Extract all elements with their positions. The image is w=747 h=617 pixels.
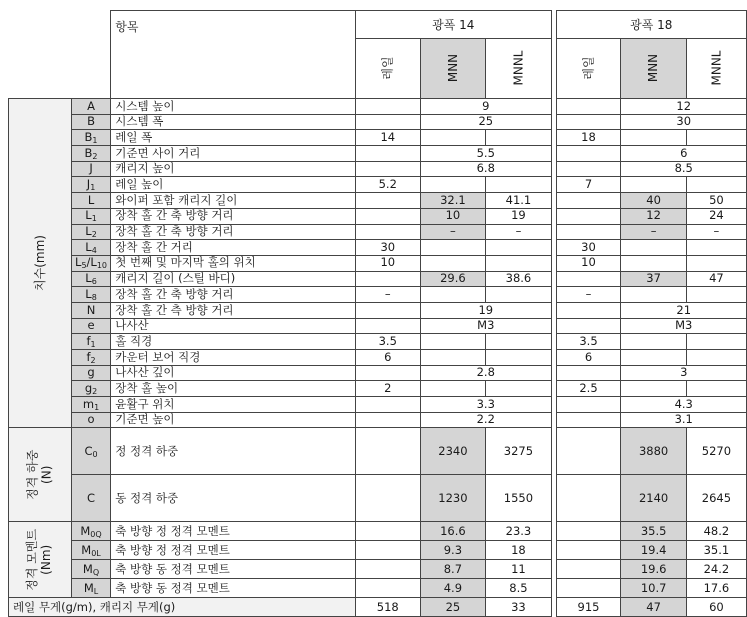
mnnl-14-value: 23.3 — [486, 522, 552, 541]
mnnl-18-value: 2645 — [686, 475, 746, 522]
mnnl-14-value: 1550 — [486, 475, 552, 522]
mnnl-14-value — [486, 130, 552, 146]
mnn-18-value — [621, 130, 686, 146]
row-label: 홀 직경 — [111, 334, 356, 350]
rail-14-value: 10 — [355, 255, 420, 271]
col-mnn-18: MNN — [621, 39, 686, 99]
rail-14-value — [355, 161, 420, 177]
rail-18-value — [556, 208, 621, 224]
mnn-18-value: 19.4 — [621, 541, 686, 560]
col-mnnl-14: MNNL — [486, 39, 552, 99]
rail-18-value — [556, 522, 621, 541]
mnn-18-value — [621, 255, 686, 271]
mnnl-14-value — [486, 255, 552, 271]
mnnl-18-value — [686, 287, 746, 303]
rail-14-value: – — [355, 287, 420, 303]
rail-18-value — [556, 193, 621, 209]
rail-18-weight: 915 — [556, 598, 621, 617]
symbol-cell: L1 — [71, 208, 111, 224]
span-14-value: 3.3 — [420, 397, 551, 413]
row-label: 와이퍼 포함 캐리지 길이 — [111, 193, 356, 209]
span-14-value: 9 — [420, 99, 551, 115]
mnnl-14-value — [486, 381, 552, 397]
mnn-18-value: 2140 — [621, 475, 686, 522]
symbol-cell: M0Q — [71, 522, 111, 541]
mnn-14-value — [420, 240, 485, 256]
rail-14-value — [355, 302, 420, 318]
rail-18-value: 3.5 — [556, 334, 621, 350]
symbol-cell: f1 — [71, 334, 111, 350]
mnnl-18-value: 24 — [686, 208, 746, 224]
table-row — [9, 579, 747, 598]
section-load: 정격 하중 (N) — [9, 428, 72, 522]
table-row — [9, 161, 747, 177]
row-label: 카운터 보어 직경 — [111, 350, 356, 366]
rail-18-value — [556, 475, 621, 522]
symbol-cell: B — [71, 114, 111, 130]
table-row — [9, 99, 747, 115]
rail-14-value — [355, 428, 420, 475]
rail-18-value — [556, 99, 621, 115]
mnn-18-value — [621, 177, 686, 193]
table-row — [9, 287, 747, 303]
mnn-18-value — [621, 334, 686, 350]
span-18-value: 8.5 — [621, 161, 747, 177]
rail-14-weight: 518 — [355, 598, 420, 617]
rail-14-value — [355, 541, 420, 560]
rail-18-value — [556, 271, 621, 287]
mnn-14-value — [420, 287, 485, 303]
mnn-14-value: 8.7 — [420, 560, 485, 579]
rail-18-value — [556, 579, 621, 598]
row-label: 장착 홀 간 측 방향 거리 — [111, 302, 356, 318]
rail-14-value: 2 — [355, 381, 420, 397]
mnnl-18-value — [686, 255, 746, 271]
span-18-value: 4.3 — [621, 397, 747, 413]
rail-14-value — [355, 224, 420, 240]
span-18-value: 21 — [621, 302, 747, 318]
symbol-cell: g2 — [71, 381, 111, 397]
mnnl-18-value: 17.6 — [686, 579, 746, 598]
rail-18-value: 10 — [556, 255, 621, 271]
mnn-18-value — [621, 381, 686, 397]
mnn-14-value — [420, 177, 485, 193]
mnnl-18-value: – — [686, 224, 746, 240]
rail-18-value — [556, 161, 621, 177]
section-moment: 정격 모멘트 (Nm) — [9, 522, 72, 598]
mnnl-14-value: 41.1 — [486, 193, 552, 209]
symbol-cell: e — [71, 318, 111, 334]
rail-14-value — [355, 99, 420, 115]
symbol-cell: o — [71, 412, 111, 428]
table-row — [9, 428, 747, 475]
table-row — [9, 334, 747, 350]
symbol-cell: N — [71, 302, 111, 318]
mnn-18-value — [621, 287, 686, 303]
rail-14-value — [355, 475, 420, 522]
mnnl-18-value: 5270 — [686, 428, 746, 475]
rail-18-value: 30 — [556, 240, 621, 256]
rail-18-value — [556, 224, 621, 240]
rail-14-value — [355, 146, 420, 162]
rail-18-value: 18 — [556, 130, 621, 146]
row-label: 나사산 깊이 — [111, 365, 356, 381]
col-rail-18: 레일 — [556, 39, 621, 99]
table-row — [9, 350, 747, 366]
row-label: 축 방향 동 정격 모멘트 — [111, 579, 356, 598]
mnn-14-value: 9.3 — [420, 541, 485, 560]
mnn-14-weight: 25 — [420, 598, 485, 617]
row-label: 시스템 폭 — [111, 114, 356, 130]
rail-14-value: 6 — [355, 350, 420, 366]
mnn-14-value: 1230 — [420, 475, 485, 522]
table-row — [9, 522, 747, 541]
span-14-value: 6.8 — [420, 161, 551, 177]
mnnl-14-value — [486, 334, 552, 350]
span-14-value: 2.8 — [420, 365, 551, 381]
table-row — [9, 381, 747, 397]
rail-14-value — [355, 208, 420, 224]
mnn-18-value: 19.6 — [621, 560, 686, 579]
symbol-cell: L4 — [71, 240, 111, 256]
col-mnn-14: MNN — [420, 39, 485, 99]
rail-18-value: – — [556, 287, 621, 303]
mnnl-18-value: 50 — [686, 193, 746, 209]
spec-table — [8, 10, 747, 617]
rail-18-value — [556, 365, 621, 381]
mnn-14-value — [420, 334, 485, 350]
span-18-value: 3 — [621, 365, 747, 381]
table-row — [9, 240, 747, 256]
table-row — [9, 365, 747, 381]
symbol-cell: C — [71, 475, 111, 522]
row-label: 축 방향 동 정격 모멘트 — [111, 560, 356, 579]
rail-14-value — [355, 114, 420, 130]
group-header-14: 광폭 14 — [355, 11, 551, 39]
row-label: 기준면 높이 — [111, 412, 356, 428]
mnn-14-value — [420, 350, 485, 366]
mnn-14-value — [420, 381, 485, 397]
mnn-18-value: 3880 — [621, 428, 686, 475]
table-row — [9, 208, 747, 224]
mnn-18-value: – — [621, 224, 686, 240]
rail-14-value: 5.2 — [355, 177, 420, 193]
mnnl-14-value: 8.5 — [486, 579, 552, 598]
symbol-cell: ML — [71, 579, 111, 598]
row-label: 축 방향 정 정격 모멘트 — [111, 541, 356, 560]
mnnl-18-weight: 60 — [686, 598, 746, 617]
span-14-value: M3 — [420, 318, 551, 334]
rail-18-value — [556, 560, 621, 579]
table-row — [9, 412, 747, 428]
mnnl-14-value: 18 — [486, 541, 552, 560]
rail-14-value: 14 — [355, 130, 420, 146]
mnnl-18-value — [686, 381, 746, 397]
mnn-14-value: 32.1 — [420, 193, 485, 209]
rail-18-value: 7 — [556, 177, 621, 193]
table-row — [9, 318, 747, 334]
span-14-value: 2.2 — [420, 412, 551, 428]
row-label: 장착 홀 간 거리 — [111, 240, 356, 256]
row-label: 윤활구 위치 — [111, 397, 356, 413]
mnnl-14-value — [486, 177, 552, 193]
rail-14-value — [355, 579, 420, 598]
table-row — [9, 475, 747, 522]
rail-18-value — [556, 428, 621, 475]
mnn-18-value — [621, 350, 686, 366]
rail-18-value — [556, 318, 621, 334]
mnnl-18-value — [686, 177, 746, 193]
table-row — [9, 146, 747, 162]
table-row — [9, 177, 747, 193]
mnn-14-value — [420, 255, 485, 271]
rail-14-value — [355, 318, 420, 334]
symbol-cell: J — [71, 161, 111, 177]
row-label: 축 방향 정 정격 모멘트 — [111, 522, 356, 541]
mnn-18-value: 12 — [621, 208, 686, 224]
col-rail-14: 레일 — [355, 39, 420, 99]
mnnl-18-value — [686, 334, 746, 350]
rail-18-value: 6 — [556, 350, 621, 366]
row-label: 나사산 — [111, 318, 356, 334]
table-row — [9, 255, 747, 271]
table-row — [9, 560, 747, 579]
mnnl-14-weight: 33 — [486, 598, 552, 617]
rail-18-value — [556, 302, 621, 318]
mnnl-18-value — [686, 130, 746, 146]
symbol-cell: A — [71, 99, 111, 115]
weight-label: 레일 무게(g/m), 캐리지 무게(g) — [9, 598, 356, 617]
table-row — [9, 114, 747, 130]
table-row — [9, 541, 747, 560]
mnn-18-value: 10.7 — [621, 579, 686, 598]
span-18-value: M3 — [621, 318, 747, 334]
mnn-14-value: 10 — [420, 208, 485, 224]
mnnl-14-value — [486, 240, 552, 256]
span-18-value: 3.1 — [621, 412, 747, 428]
symbol-cell: L8 — [71, 287, 111, 303]
row-label: 시스템 높이 — [111, 99, 356, 115]
rail-14-value — [355, 193, 420, 209]
mnnl-18-value: 24.2 — [686, 560, 746, 579]
table-row — [9, 271, 747, 287]
mnn-14-value — [420, 130, 485, 146]
span-18-value: 6 — [621, 146, 747, 162]
symbol-cell: L2 — [71, 224, 111, 240]
row-label: 캐리지 길이 (스틸 바디) — [111, 271, 356, 287]
rail-14-value — [355, 397, 420, 413]
row-label: 첫 번째 및 마지막 홀의 위치 — [111, 255, 356, 271]
mnn-18-weight: 47 — [621, 598, 686, 617]
row-label: 레일 높이 — [111, 177, 356, 193]
mnn-14-value: 29.6 — [420, 271, 485, 287]
row-label: 기준면 사이 거리 — [111, 146, 356, 162]
symbol-cell: f2 — [71, 350, 111, 366]
table-row — [9, 302, 747, 318]
mnn-14-value: 16.6 — [420, 522, 485, 541]
row-label: 캐리지 높이 — [111, 161, 356, 177]
mnnl-14-value: 19 — [486, 208, 552, 224]
row-label: 레일 폭 — [111, 130, 356, 146]
span-14-value: 25 — [420, 114, 551, 130]
rail-14-value — [355, 365, 420, 381]
table-row — [9, 397, 747, 413]
rail-14-value — [355, 522, 420, 541]
symbol-cell: L5/L10 — [71, 255, 111, 271]
symbol-cell: B2 — [71, 146, 111, 162]
table-row — [9, 130, 747, 146]
mnnl-18-value: 47 — [686, 271, 746, 287]
mnn-18-value — [621, 240, 686, 256]
mnnl-14-value — [486, 350, 552, 366]
mnn-14-value: 2340 — [420, 428, 485, 475]
table-row — [9, 224, 747, 240]
symbol-cell: L6 — [71, 271, 111, 287]
symbol-cell: C0 — [71, 428, 111, 475]
rail-18-value — [556, 412, 621, 428]
mnnl-14-value: 38.6 — [486, 271, 552, 287]
symbol-cell: m1 — [71, 397, 111, 413]
row-label: 정 정격 하중 — [111, 428, 356, 475]
mnnl-18-value: 35.1 — [686, 541, 746, 560]
span-14-value: 19 — [420, 302, 551, 318]
symbol-cell: M0L — [71, 541, 111, 560]
row-label: 장착 홀 높이 — [111, 381, 356, 397]
mnnl-18-value — [686, 240, 746, 256]
mnn-18-value: 40 — [621, 193, 686, 209]
col-mnnl-18: MNNL — [686, 39, 746, 99]
rail-14-value — [355, 412, 420, 428]
weight-row — [9, 598, 747, 617]
rail-18-value: 2.5 — [556, 381, 621, 397]
symbol-cell: g — [71, 365, 111, 381]
rail-18-value — [556, 146, 621, 162]
group-header-18: 광폭 18 — [556, 11, 746, 39]
mnnl-18-value: 48.2 — [686, 522, 746, 541]
rail-14-value — [355, 271, 420, 287]
row-label: 동 정격 하중 — [111, 475, 356, 522]
symbol-cell: L — [71, 193, 111, 209]
row-label: 장착 홀 간 축 방향 거리 — [111, 208, 356, 224]
table-row — [9, 193, 747, 209]
mnn-18-value: 37 — [621, 271, 686, 287]
mnnl-14-value: 11 — [486, 560, 552, 579]
row-label: 장착 홀 간 축 방향 거리 — [111, 287, 356, 303]
symbol-cell: J1 — [71, 177, 111, 193]
section-dimensions: 치수(mm) — [9, 99, 72, 428]
mnn-14-value: – — [420, 224, 485, 240]
row-label: 장착 홀 간 축 방향 거리 — [111, 224, 356, 240]
mnn-14-value: 4.9 — [420, 579, 485, 598]
mnnl-18-value — [686, 350, 746, 366]
rail-18-value — [556, 541, 621, 560]
rail-18-value — [556, 397, 621, 413]
rail-14-value — [355, 560, 420, 579]
rail-14-value: 30 — [355, 240, 420, 256]
item-header: 항목 — [111, 11, 356, 99]
mnn-18-value: 35.5 — [621, 522, 686, 541]
symbol-cell: B1 — [71, 130, 111, 146]
span-18-value: 12 — [621, 99, 747, 115]
mnnl-14-value: – — [486, 224, 552, 240]
span-18-value: 30 — [621, 114, 747, 130]
rail-14-value: 3.5 — [355, 334, 420, 350]
mnnl-14-value — [486, 287, 552, 303]
mnnl-14-value: 3275 — [486, 428, 552, 475]
symbol-cell: MQ — [71, 560, 111, 579]
rail-18-value — [556, 114, 621, 130]
span-14-value: 5.5 — [420, 146, 551, 162]
